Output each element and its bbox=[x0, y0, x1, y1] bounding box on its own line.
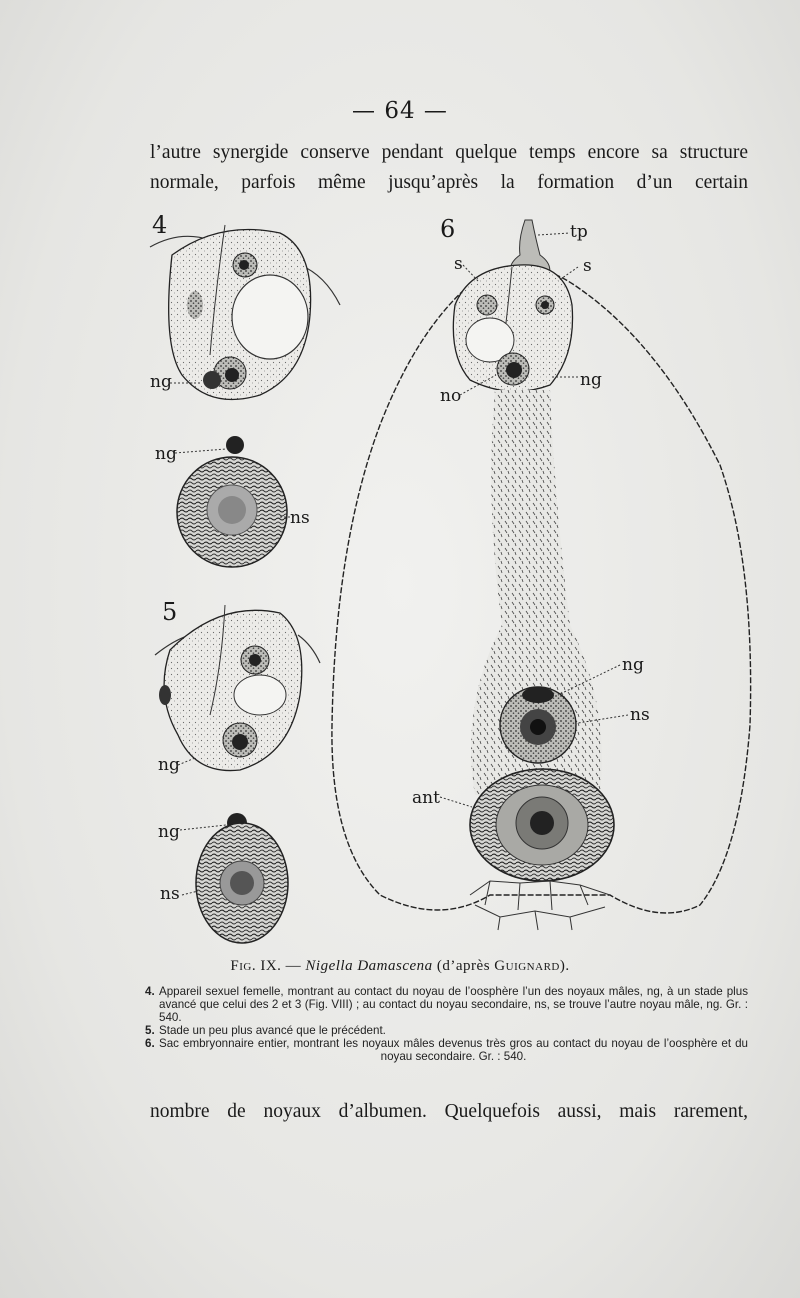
legend-text: Stade un peu plus avancé que le précédent. bbox=[159, 1024, 386, 1037]
figure-label: Fig. IX. bbox=[230, 958, 282, 974]
label-no: no bbox=[440, 386, 462, 406]
legend-number: 5. bbox=[145, 1024, 155, 1037]
legend-number: 6. bbox=[145, 1037, 155, 1050]
label-ng: ng bbox=[158, 755, 180, 775]
legend-text: Appareil sexuel femelle, montrant au contact du noyau de l’oosphère l’un des noyaux mâles, ng, à un stade plus avancé que celui des 2 et 3 (Fig. VIII) ; au contact du noyau secondaire, ns, se trouve l’autre noyau mâle, ng. Gr. : 540. bbox=[159, 985, 748, 1024]
label-s: s bbox=[583, 256, 592, 276]
panel-number-4: 4 bbox=[152, 211, 168, 239]
caption-after: (d’après bbox=[432, 958, 495, 974]
text-line: nombre de noyaux d’albumen. Quelquefois aussi, mais rarement, bbox=[150, 1101, 748, 1122]
label-ns: ns bbox=[160, 884, 180, 904]
panel-number-5: 5 bbox=[162, 598, 178, 626]
species-name: Nigella Damascena bbox=[305, 958, 433, 974]
panel-6 bbox=[332, 215, 751, 930]
label-s: s bbox=[454, 254, 463, 274]
caption-close: ). bbox=[559, 958, 570, 974]
label-ns: ns bbox=[290, 508, 310, 528]
text-line: normale, parfois même jusqu’après la formation d’un certain bbox=[150, 172, 748, 193]
label-ng: ng bbox=[622, 655, 644, 675]
label-ng: ng bbox=[155, 444, 177, 464]
label-ng: ng bbox=[150, 372, 172, 392]
top-paragraph bbox=[150, 138, 748, 198]
page-number: — 64 — bbox=[352, 98, 448, 124]
panel-5 bbox=[155, 598, 320, 943]
label-tp: tp bbox=[570, 222, 588, 242]
bottom-paragraph bbox=[150, 1097, 748, 1127]
figure-legend bbox=[145, 985, 748, 1063]
label-ng: ng bbox=[580, 370, 602, 390]
legend-entry bbox=[145, 1037, 748, 1063]
legend-number: 4. bbox=[145, 985, 155, 998]
legend-entry bbox=[145, 985, 748, 1024]
label-ng: ng bbox=[158, 822, 180, 842]
caption-dash: — bbox=[281, 958, 306, 974]
author-name: Guignard bbox=[494, 958, 560, 974]
panel-4 bbox=[150, 211, 340, 567]
legend-text: Sac embryonnaire entier, montrant les noyaux mâles devenus très gros au contact du noyau de l’oosphère et du noyau secondaire. Gr. : 540. bbox=[159, 1037, 748, 1063]
text-line: l’autre synergide conserve pendant quelque temps encore sa structure bbox=[150, 142, 748, 163]
label-ant: ant bbox=[412, 788, 440, 808]
figure-caption bbox=[0, 958, 800, 975]
figure-ix bbox=[140, 205, 760, 945]
panel-number-6: 6 bbox=[440, 215, 456, 243]
label-ns: ns bbox=[630, 705, 650, 725]
botanical-illustration bbox=[140, 205, 760, 945]
legend-entry bbox=[145, 1024, 748, 1037]
